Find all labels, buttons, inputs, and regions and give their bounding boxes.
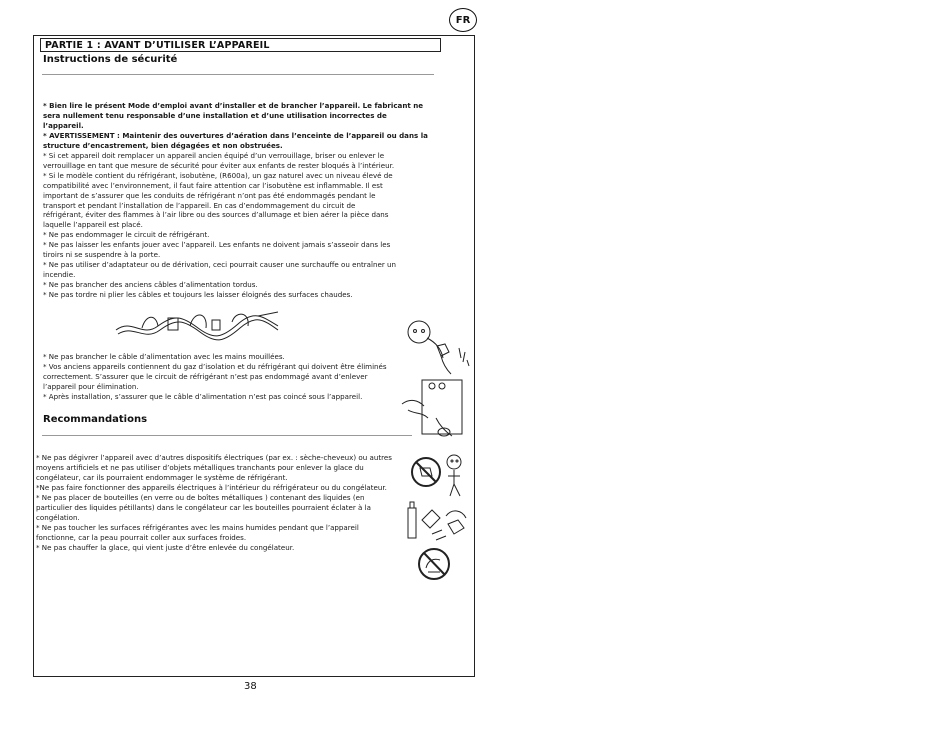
section-divider	[42, 74, 434, 75]
language-badge: FR	[449, 8, 477, 32]
safety-instructions-block	[43, 101, 435, 300]
text-line: * Si le modèle contient du réfrigérant, isobutène, (R600a), un gaz naturel avec un niveau élevé de	[43, 170, 393, 180]
no-wet-hands-icon	[416, 546, 456, 582]
text-line: compatibilité avec l’environnement, il faut faire attention car l’isobutène est inflammable. Il est	[43, 180, 383, 190]
text-line: congélateur, car ils pourraient endommager le système de réfrigérant.	[36, 472, 288, 482]
text-line: congélation.	[36, 512, 80, 522]
text-line: transport et pendant l’installation de l’appareil. En cas d’endommagement du circuit de	[43, 200, 356, 210]
text-line: * Après installation, s’assurer que le câble d’alimentation n’est pas coincé sous l’appareil.	[43, 391, 363, 401]
no-hairdryer-icon	[410, 450, 474, 500]
text-line: * Ne pas utiliser d’adaptateur ou de dérivation, ceci pourrait causer une surchauffe ou entraîner un	[43, 260, 397, 270]
text-line: fonctionne, car la peau pourrait coller aux surfaces froides.	[36, 532, 247, 542]
text-line: * Ne pas laisser les enfants jouer avec l’appareil. Les enfants ne doivent jamais s’asseoir dans les	[43, 240, 391, 250]
part-title: PARTIE 1 : AVANT D’UTILISER L’APPAREIL	[40, 38, 441, 52]
text-line: * AVERTISSEMENT : Maintenir des ouvertures d’aération dans l’enceinte de l’appareil ou dans la	[43, 130, 428, 140]
text-line: l’appareil.	[43, 120, 84, 130]
text-line: * Ne pas brancher le câble d’alimentation avec les mains mouillées.	[43, 352, 285, 361]
section-title-safety: Instructions de sécurité	[43, 54, 178, 65]
text-line: structure d’encastrement, bien dégagées et non obstruées.	[43, 140, 283, 150]
text-line: correctement. S’assurer que le circuit de réfrigérant n’est pas endommagé avant d’enlever	[43, 371, 368, 381]
text-line: * Ne pas dégivrer l’appareil avec d’autres dispositifs électriques (par ex. : sèche-cheveux) ou autres	[36, 453, 392, 462]
text-line: l’appareil pour élimination.	[43, 381, 139, 391]
section-divider	[42, 435, 412, 436]
text-line: incendie.	[43, 270, 76, 280]
text-line: sera nullement tenu responsable d’une installation et d’une utilisation incorrectes de	[43, 110, 387, 120]
text-line: réfrigérant, éviter des flammes à l’air libre ou des sources d’allumage et bien aérer la pièce dans	[43, 210, 389, 220]
text-line: * Ne pas chauffer la glace, qui vient juste d’être enlevée du congélateur.	[36, 542, 295, 552]
appliance-cable-illustration	[400, 376, 472, 440]
recommendations-block	[36, 453, 411, 553]
text-line: verrouillage en tant que mesure de sécurité pour éviter aux enfants de rester bloqués à l’intérieur.	[43, 160, 395, 170]
text-line: moyens artificiels et ne pas utiliser d’objets métalliques tranchants pour enlever la glace du	[36, 462, 364, 472]
page-number: 38	[244, 681, 257, 692]
text-line: * Si cet appareil doit remplacer un appareil ancien équipé d’un verrouillage, briser ou enlever le	[43, 150, 385, 160]
text-line: * Ne pas toucher les surfaces réfrigérantes avec les mains humides pendant que l’appareil	[36, 522, 359, 532]
text-line: * Vos anciens appareils contiennent du gaz d’isolation et du réfrigérant qui doivent être éliminés	[43, 361, 387, 371]
text-line: tiroirs ni se suspendre à la porte.	[43, 250, 161, 260]
text-line: * Ne pas endommager le circuit de réfrigérant.	[43, 230, 210, 240]
power-cable-block	[43, 352, 393, 402]
text-line: important de s’assurer que les conduits de réfrigérant n’ont pas été endommagés pendant le	[43, 190, 376, 200]
text-line: laquelle l’appareil est placé.	[43, 220, 143, 230]
text-line: * Ne pas tordre ni plier les câbles et toujours les laisser éloignés des surfaces chaudes.	[43, 290, 353, 300]
text-line: * Ne pas brancher des anciens câbles d’alimentation tordus.	[43, 280, 258, 290]
text-line: * Bien lire le présent Mode d’emploi avant d’installer et de brancher l’appareil. Le fabricant ne	[43, 101, 424, 110]
twisted-cable-illustration	[112, 308, 282, 342]
section-title-recommendations: Recommandations	[43, 414, 148, 425]
text-line: particulier des liquides pétillants) dans le congélateur car les bouteilles pourraient éclater à la	[36, 502, 371, 512]
bottles-freezer-illustration	[402, 500, 472, 544]
text-line: * Ne pas placer de bouteilles (en verre ou de boîtes métalliques ) contenant des liquides (en	[36, 492, 365, 502]
wet-hands-plug-illustration	[401, 318, 471, 376]
text-line: *Ne pas faire fonctionner des appareils électriques à l’intérieur du réfrigérateur ou du congélateur.	[36, 482, 387, 492]
